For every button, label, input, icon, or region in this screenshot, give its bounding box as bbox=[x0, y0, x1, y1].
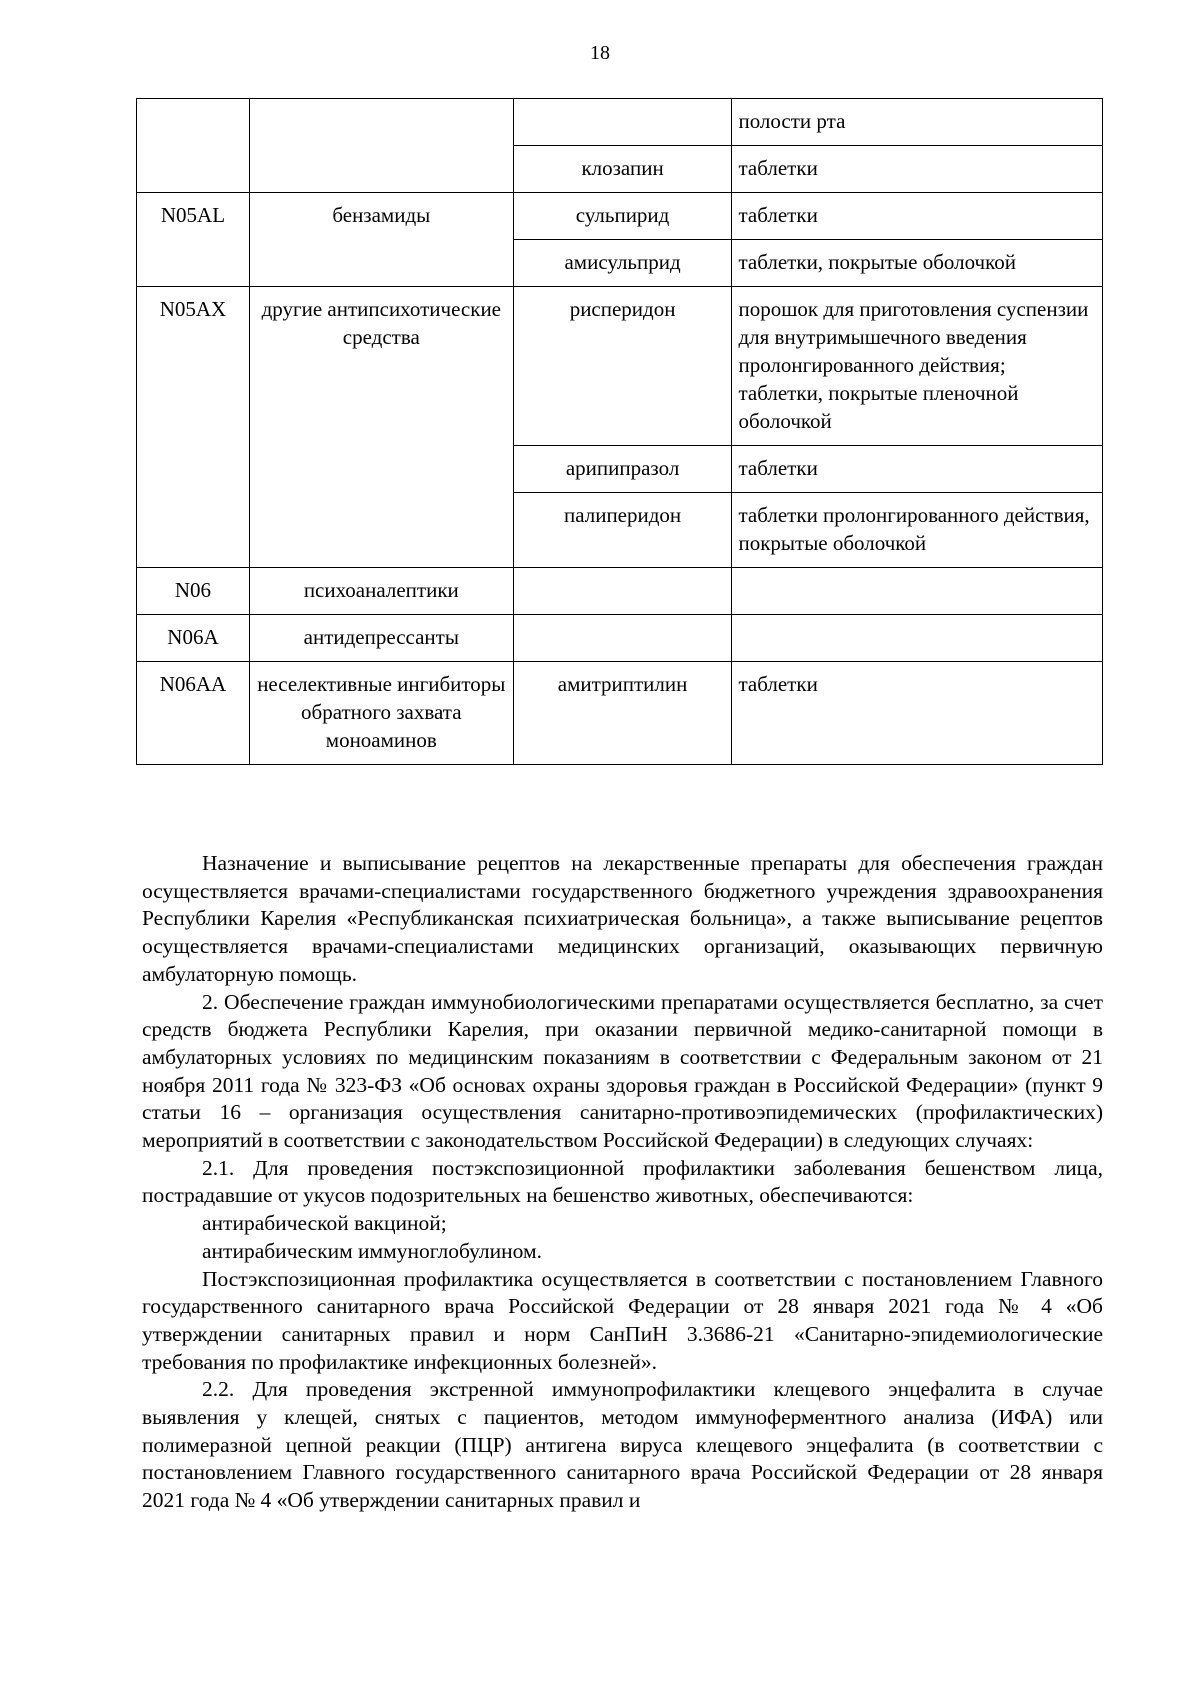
paragraph: 2.2. Для проведения экстренной иммунопрофилактики клещевого энцефалита в случае выявления у клещей, снятых с пациентов, методом иммуноферментного анализа (ИФА) или полимеразной цепной реакции (ПЦР) антигена вируса клещевого энцефалита (в соответствии с постановлением Главного государственного санитарного врача Российской Федерации от 28 января 2021 года № 4 «Об утверждении санитарных правил и bbox=[142, 1377, 1103, 1513]
atc-code-cell bbox=[137, 446, 250, 493]
group-cell bbox=[249, 493, 513, 568]
table-row bbox=[137, 193, 1103, 240]
table-row bbox=[137, 146, 1103, 193]
body-text bbox=[142, 850, 1103, 1515]
list-item: антирабическим иммуноглобулином. bbox=[202, 1238, 542, 1263]
form-cell bbox=[732, 568, 1103, 615]
table-row bbox=[137, 446, 1103, 493]
drug-cell bbox=[513, 568, 732, 615]
table-row bbox=[137, 615, 1103, 662]
form-cell: таблетки bbox=[732, 146, 1103, 193]
drug-cell: амисульприд bbox=[513, 240, 732, 287]
group-cell bbox=[249, 446, 513, 493]
drug-cell: амитриптилин bbox=[513, 662, 732, 765]
drug-cell: арипипразол bbox=[513, 446, 732, 493]
form-cell: таблетки пролонгированного действия, покрытые оболочкой bbox=[732, 493, 1103, 568]
form-cell: таблетки, покрытые оболочкой bbox=[732, 240, 1103, 287]
table-row bbox=[137, 568, 1103, 615]
atc-code-cell: N06AA bbox=[137, 662, 250, 765]
atc-code-cell bbox=[137, 493, 250, 568]
paragraph: 2. Обеспечение граждан иммунобиологическими препаратами осуществляется бесплатно, за счет средств бюджета Республики Карелия, при оказании первичной медико-санитарной помощи в амбулаторных условиях по медицинским показаниям в соответствии с Федеральным законом от 21 ноября 2011 года № 323-ФЗ «Об основах охраны здоровья граждан в Российской Федерации» (пункт 9 статьи 16 – организация осуществления санитарно-противоэпидемических (профилактических) мероприятий в соответствии с законодательством Российской Федерации) в следующих случаях: bbox=[142, 989, 1103, 1153]
drug-cell bbox=[513, 99, 732, 146]
atc-code-cell: N05AX bbox=[137, 287, 250, 446]
page-number: 18 bbox=[590, 42, 610, 64]
form-text: порошок для приготовления суспензии для внутримышечного введения пролонгированного действия; bbox=[738, 297, 1089, 377]
atc-code-cell: N06A bbox=[137, 615, 250, 662]
drug-cell: сульпирид bbox=[513, 193, 732, 240]
atc-code-cell bbox=[137, 240, 250, 287]
atc-code-cell bbox=[137, 146, 250, 193]
atc-code-cell: N06 bbox=[137, 568, 250, 615]
form-cell: таблетки bbox=[732, 662, 1103, 765]
group-cell bbox=[249, 99, 513, 146]
form-cell: полости рта bbox=[732, 99, 1103, 146]
paragraph: Постэкспозиционная профилактика осуществляется в соответствии с постановлением Главного государственного санитарного врача Российской Федерации от 28 января 2021 года № 4 «Об утверждении санитарных правил и норм СанПиН 3.3686-21 «Санитарно-эпидемиологические требования по профилактике инфекционных болезней». bbox=[142, 1266, 1103, 1374]
drug-cell: палиперидон bbox=[513, 493, 732, 568]
group-cell: антидепрессанты bbox=[249, 615, 513, 662]
paragraph: Назначение и выписывание рецептов на лекарственные препараты для обеспечения граждан осуществляется врачами-специалистами государственного бюджетного учреждения здравоохранения Республики Карелия «Республиканская психиатрическая больница», а также выписывание рецептов осуществляется врачами-специалистами медицинских организаций, оказывающих первичную амбулаторную помощь. bbox=[142, 851, 1103, 986]
group-cell: неселективные ингибиторы обратного захвата моноаминов bbox=[249, 662, 513, 765]
form-cell bbox=[732, 615, 1103, 662]
form-cell bbox=[732, 287, 1103, 446]
atc-code-cell: N05AL bbox=[137, 193, 250, 240]
table-row bbox=[137, 99, 1103, 146]
group-cell: психоаналептики bbox=[249, 568, 513, 615]
table-row bbox=[137, 662, 1103, 765]
group-cell: бензамиды bbox=[249, 193, 513, 240]
table-row bbox=[137, 240, 1103, 287]
list-item: антирабической вакциной; bbox=[202, 1211, 447, 1236]
form-cell: таблетки bbox=[732, 446, 1103, 493]
table-row bbox=[137, 493, 1103, 568]
group-cell bbox=[249, 240, 513, 287]
drug-cell: клозапин bbox=[513, 146, 732, 193]
paragraph: 2.1. Для проведения постэкспозиционной профилактики заболевания бешенством лица, пострадавшие от укусов подозрительных на бешенство животных, обеспечиваются: bbox=[142, 1155, 1103, 1208]
form-cell: таблетки bbox=[732, 193, 1103, 240]
table-row bbox=[137, 287, 1103, 446]
form-text: таблетки, покрытые пленочной оболочкой bbox=[738, 381, 1019, 433]
drug-table bbox=[136, 98, 1103, 765]
group-cell: другие антипсихотические средства bbox=[249, 287, 513, 446]
drug-cell: рисперидон bbox=[513, 287, 732, 446]
drug-cell bbox=[513, 615, 732, 662]
atc-code-cell bbox=[137, 99, 250, 146]
group-cell bbox=[249, 146, 513, 193]
